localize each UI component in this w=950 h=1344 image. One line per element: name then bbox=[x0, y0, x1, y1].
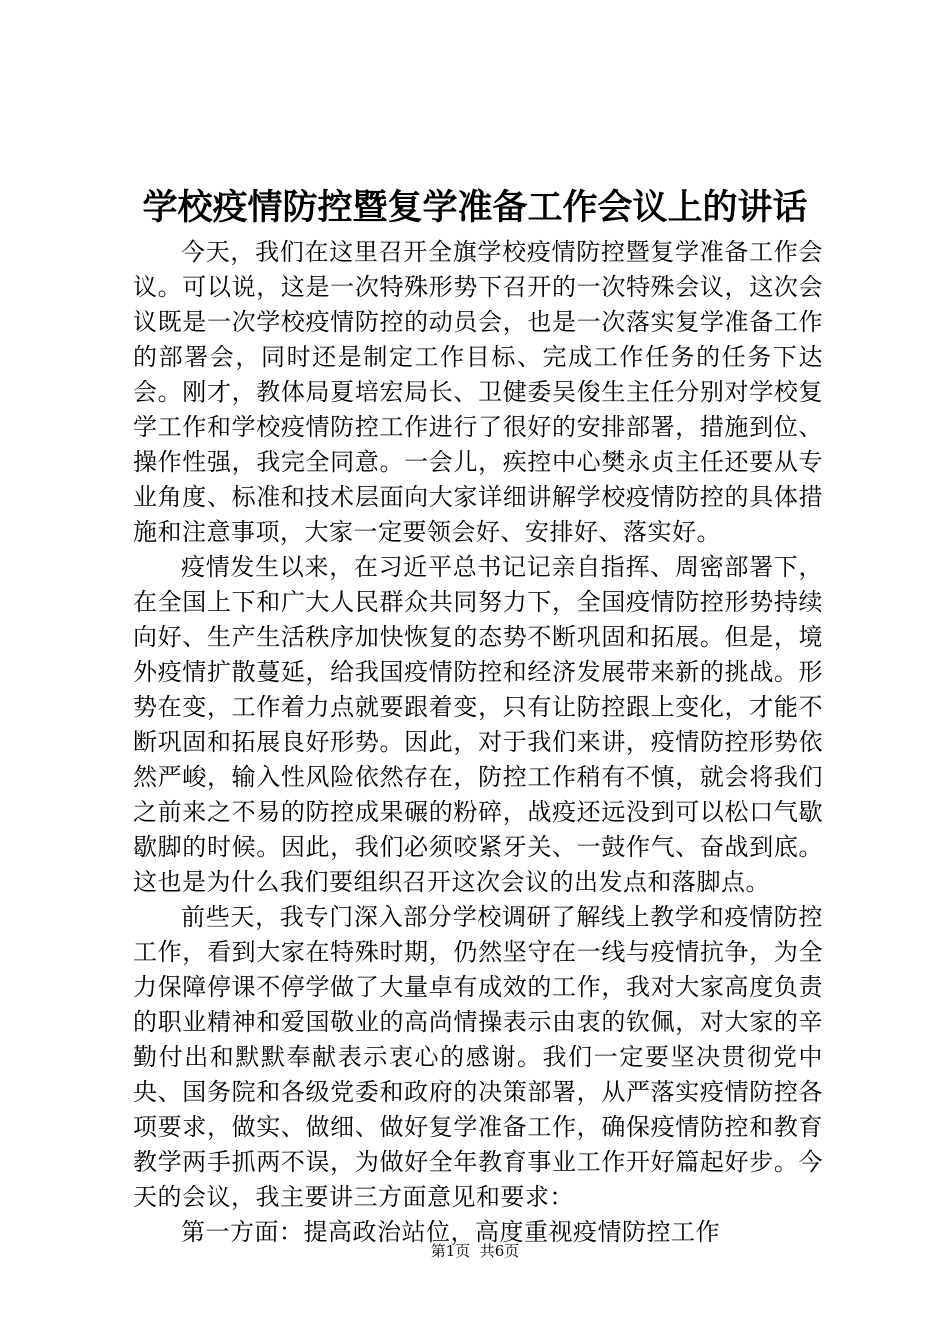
document-body bbox=[133, 235, 823, 1250]
document-title: 学校疫情防控暨复学准备工作会议上的讲话 bbox=[142, 187, 808, 228]
paragraph: 前些天，我专门深入部分学校调研了解线上教学和疫情防控工作，看到大家在特殊时期，仍然坚守在一线与疫情抗争，为全力保障停课不停学做了大量卓有成效的工作，我对大家高度负责的职业精神和爱国敬业的高尚情操表示由衷的钦佩，对大家的辛勤付出和默默奉献表示衷心的感谢。我们一定要坚决贯彻党中央、国务院和各级党委和政府的决策部署，从严落实疫情防控各项要求，做实、做细、做好复学准备工作，确保疫情防控和教育教学两手抓两不误，为做好全年教育事业工作开好篇起好步。今天的会议，我主要讲三方面意见和要求： bbox=[133, 903, 823, 1211]
paragraph: 今天，我们在这里召开全旗学校疫情防控暨复学准备工作会议。可以说，这是一次特殊形势下召开的一次特殊会议，这次会议既是一次学校疫情防控的动员会，也是一次落实复学准备工作的部署会，同时还是制定工作目标、完成工作任务的任务下达会。刚才，教体局夏培宏局长、卫健委吴俊生主任分别对学校复学工作和学校疫情防控工作进行了很好的安排部署，措施到位、操作性强，我完全同意。一会儿，疾控中心樊永贞主任还要从专业角度、标准和技术层面向大家详细讲解学校疫情防控的具体措施和注意事项，大家一定要领会好、安排好、落实好。 bbox=[133, 238, 823, 546]
section-heading: 第一方面：提高政治站位，高度重视疫情防控工作 bbox=[181, 1218, 720, 1246]
page-footer bbox=[0, 1241, 950, 1261]
paragraph: 疫情发生以来，在习近平总书记记亲自指挥、周密部署下，在全国上下和广大人民群众共同努力下，全国疫情防控形势持续向好、生产生活秩序加快恢复的态势不断巩固和拓展。但是，境外疫情扩散蔓延，给我国疫情防控和经济发展带来新的挑战。形势在变，工作着力点就要跟着变，只有让防控跟上变化，才能不断巩固和拓展良好形势。因此，对于我们来讲，疫情防控形势依然严峻，输入性风险依然存在，防控工作稍有不慎，就会将我们之前来之不易的防控成果碾的粉碎，战疫还远没到可以松口气歇歇脚的时候。因此，我们必须咬紧牙关、一鼓作气、奋战到底。这也是为什么我们要组织召开这次会议的出发点和落脚点。 bbox=[133, 553, 823, 896]
page-number: 第1页 共6页 bbox=[430, 1242, 520, 1260]
